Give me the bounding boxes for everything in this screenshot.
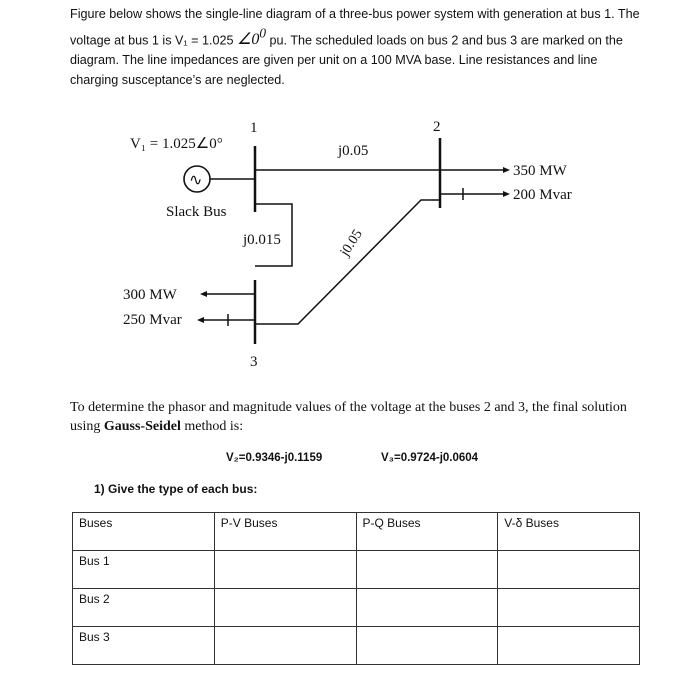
bus2-load-p-arrowhead bbox=[503, 167, 510, 173]
header-buses: Buses bbox=[73, 513, 215, 551]
solution-intro-paragraph bbox=[70, 398, 645, 436]
bus-type-table bbox=[72, 512, 640, 665]
v2-solution: V₂=0.9346-j0.1159 bbox=[226, 452, 323, 464]
header-vdelta: V-δ Buses bbox=[498, 513, 640, 551]
method-name: Gauss-Seidel bbox=[103, 419, 181, 434]
intro-paragraph bbox=[70, 4, 645, 90]
row-label: Bus 3 bbox=[73, 627, 215, 665]
bus1-number: 1 bbox=[250, 120, 258, 136]
bus2-number: 2 bbox=[433, 119, 441, 135]
answer-cell[interactable] bbox=[214, 551, 356, 589]
intro-angle-symbol: ∠0 bbox=[237, 31, 260, 49]
bus2-q-label: 200 Mvar bbox=[513, 187, 572, 203]
bus3-load-q-arrowhead bbox=[197, 317, 204, 323]
table-row bbox=[73, 589, 640, 627]
generator-wave: ∿ bbox=[189, 172, 203, 189]
question-1: 1) Give the type of each bus: bbox=[94, 482, 258, 496]
intro-angle-sup: 0 bbox=[259, 26, 267, 41]
answer-cell[interactable] bbox=[498, 627, 640, 665]
after-text-after: method is: bbox=[180, 419, 244, 434]
bus2-load-q-arrowhead bbox=[503, 191, 510, 197]
table-row bbox=[73, 627, 640, 665]
answer-cell[interactable] bbox=[356, 589, 498, 627]
row-label: Bus 2 bbox=[73, 589, 215, 627]
answer-cell[interactable] bbox=[214, 589, 356, 627]
v3-solution: V₃=0.9724-j0.0604 bbox=[381, 452, 479, 464]
intro-text-after: pu. The scheduled loads on bus 2 and bus 3 are marked on the diagram. The line impedances are given per unit on a 100 MVA base. Line resistances and line charging susceptance’s are neglected. bbox=[70, 33, 623, 88]
intro-angle bbox=[237, 26, 267, 49]
slack-label: Slack Bus bbox=[166, 204, 227, 220]
problem-intro bbox=[70, 4, 645, 90]
header-pv: P-V Buses bbox=[214, 513, 356, 551]
table-row bbox=[73, 551, 640, 589]
answer-cell[interactable] bbox=[356, 627, 498, 665]
answer-cell[interactable] bbox=[356, 551, 498, 589]
answer-cell[interactable] bbox=[498, 551, 640, 589]
answer-cell[interactable] bbox=[498, 589, 640, 627]
bus3-q-label: 250 Mvar bbox=[123, 312, 182, 328]
solution-intro bbox=[70, 398, 645, 436]
header-pq: P-Q Buses bbox=[356, 513, 498, 551]
table-header-row bbox=[73, 513, 640, 551]
v1-label: V₁ = 1.025∠0° bbox=[130, 136, 223, 152]
intro-text-before: Figure below shows the single-line diagram of a three-bus power system with generation at bus 1. The voltage at bus 1 is V₁ = 1.025 bbox=[70, 7, 640, 48]
line-2-3 bbox=[255, 200, 440, 324]
z23-label: j0.05 bbox=[337, 227, 366, 260]
single-line-diagram bbox=[0, 108, 680, 380]
z12-label: j0.05 bbox=[338, 143, 369, 159]
bus3-p-label: 300 MW bbox=[123, 287, 177, 303]
answer-cell[interactable] bbox=[214, 627, 356, 665]
bus3-load-p-arrowhead bbox=[200, 291, 207, 297]
row-label: Bus 1 bbox=[73, 551, 215, 589]
bus2-p-label: 350 MW bbox=[513, 163, 567, 179]
after-text-before: To determine the phasor and magnitude values of the voltage at the buses 2 and 3, the final solution using bbox=[70, 400, 627, 434]
bus3-number: 3 bbox=[250, 354, 258, 370]
z13-label: j0.015 bbox=[243, 232, 281, 248]
